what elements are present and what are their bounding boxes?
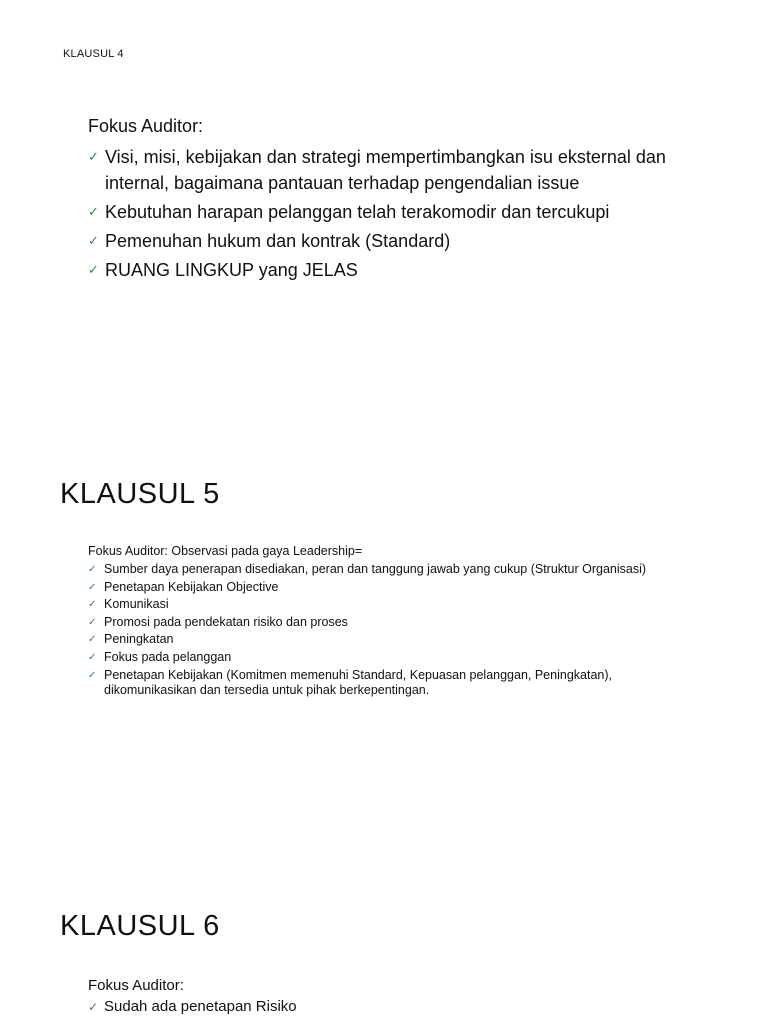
list-item bbox=[88, 199, 708, 225]
section-label: KLAUSUL 4 bbox=[63, 48, 124, 60]
list-item bbox=[88, 580, 668, 595]
list-item bbox=[88, 597, 668, 612]
focus-list bbox=[88, 997, 688, 1017]
check-icon: ✓ bbox=[88, 669, 97, 681]
list-item-text: Penetapan Kebijakan Objective bbox=[104, 579, 279, 594]
focus-title: Fokus Auditor: Observasi pada gaya Leadership= bbox=[88, 544, 363, 558]
list-item bbox=[88, 562, 668, 577]
list-item-text: Fokus pada pelanggan bbox=[104, 649, 232, 664]
check-icon: ✓ bbox=[88, 233, 99, 248]
check-icon: ✓ bbox=[88, 149, 99, 164]
check-icon: ✓ bbox=[88, 564, 97, 575]
list-item-text: Pemenuhan hukum dan kontrak (Standard) bbox=[105, 231, 451, 251]
list-item bbox=[88, 650, 668, 665]
list-item-text: RUANG LINGKUP yang JELAS bbox=[105, 260, 358, 280]
check-icon: ✓ bbox=[88, 262, 99, 277]
check-icon: ✓ bbox=[88, 599, 97, 611]
list-item-text: Peningkatan bbox=[104, 632, 174, 647]
list-item-text: Kebutuhan harapan pelanggan telah terakomodir dan tercukupi bbox=[105, 202, 610, 222]
focus-title: Fokus Auditor: bbox=[88, 116, 204, 136]
list-item bbox=[88, 257, 708, 283]
focus-list bbox=[88, 562, 668, 700]
list-item bbox=[88, 997, 688, 1017]
list-item bbox=[88, 228, 708, 254]
section-heading: KLAUSUL 5 bbox=[60, 478, 220, 510]
list-item-text: Komunikasi bbox=[104, 597, 169, 612]
focus-list bbox=[88, 144, 708, 286]
check-icon: ✓ bbox=[88, 616, 97, 628]
list-item bbox=[88, 632, 668, 647]
list-item bbox=[88, 615, 668, 630]
list-item-text: Penetapan Kebijakan (Komitmen memenuhi Standard, Kepuasan pelanggan, Peningkatan), dikomunikasikan dan tersedia untuk pihak berkepentingan. bbox=[104, 667, 612, 697]
check-icon: ✓ bbox=[88, 1000, 99, 1014]
list-item-text: Sudah ada penetapan Risiko bbox=[104, 998, 297, 1015]
list-item bbox=[88, 144, 708, 196]
focus-title: Fokus Auditor: bbox=[88, 977, 184, 994]
list-item bbox=[88, 668, 668, 698]
section-heading: KLAUSUL 6 bbox=[60, 910, 220, 942]
check-icon: ✓ bbox=[88, 581, 97, 593]
check-icon: ✓ bbox=[88, 634, 97, 646]
list-item-text: Sumber daya penerapan disediakan, peran dan tanggung jawab yang cukup (Struktur Organisasi) bbox=[104, 562, 647, 576]
check-icon: ✓ bbox=[88, 651, 97, 663]
list-item-text: Visi, misi, kebijakan dan strategi mempertimbangkan isu eksternal dan internal, bagaimana pantauan terhadap pengendalian issue bbox=[105, 147, 666, 193]
list-item-text: Promosi pada pendekatan risiko dan proses bbox=[104, 614, 348, 629]
check-icon: ✓ bbox=[88, 204, 99, 219]
